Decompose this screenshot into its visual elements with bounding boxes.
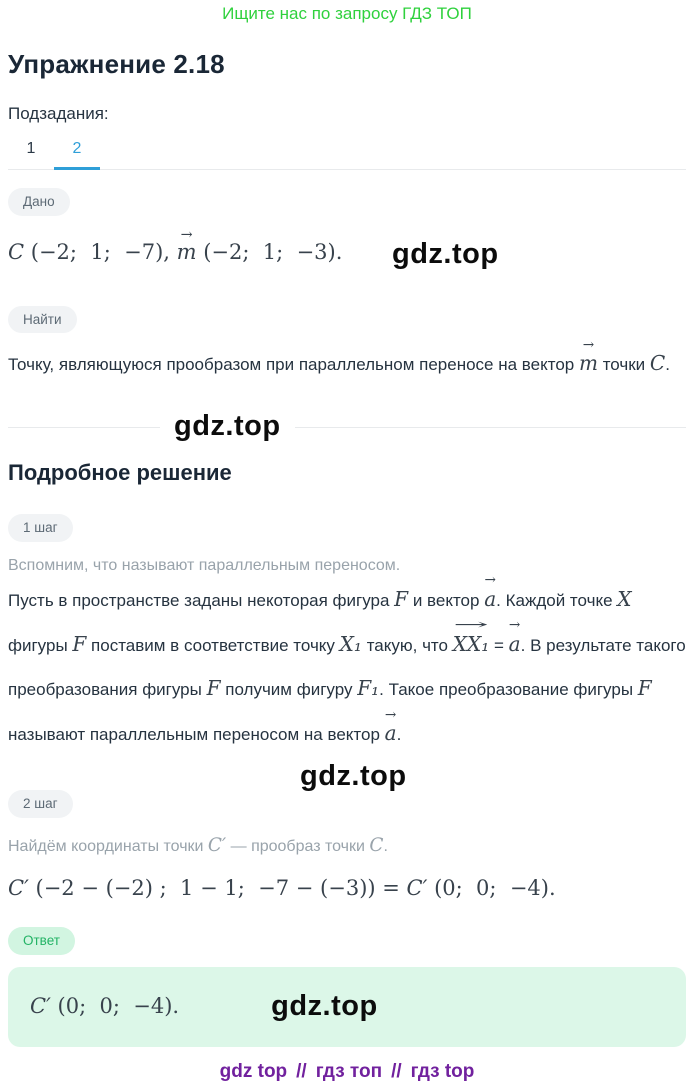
section-divider [8, 410, 686, 446]
step-1-badge: 1 шаг [8, 514, 73, 542]
answer-badge: Ответ [8, 927, 75, 955]
watermark-gdz-top: gdz.top [271, 990, 378, 1023]
answer-math: C′ (0; 0; −4). [30, 994, 180, 1019]
tab-subtask-1[interactable]: 1 [26, 140, 36, 157]
given-section [8, 188, 686, 282]
find-badge: Найти [8, 306, 77, 334]
solution-step-1 [8, 514, 686, 756]
given-badge: Дано [8, 188, 70, 216]
answer-box [8, 967, 686, 1047]
find-section [8, 306, 686, 386]
footer-link-gdz-top-1[interactable]: gdz top [219, 1060, 288, 1082]
watermark-gdz-top: gdz.top [160, 410, 295, 443]
step-2-note: Найдём координаты точки C′ — прообраз точки C. [8, 835, 388, 857]
subtasks-label: Подзадания: [8, 104, 109, 123]
step-2-badge: 2 шаг [8, 790, 73, 818]
promo-link[interactable]: Ищите нас по запросу ГДЗ ТОП [222, 4, 472, 23]
answer-section [8, 927, 686, 1047]
find-text: Точку, являющуюся прообразом при параллельном переносе на вектор m → точки C. [8, 336, 670, 376]
step-2-math: C′ (−2 − (−2) ; 1 − 1; −7 − (−3)) = C′ (0; 0; −4). [8, 876, 556, 901]
footer-links [8, 1061, 686, 1083]
given-math: C (−2; 1; −7), m → (−2; 1; −3). [8, 227, 343, 264]
page [0, 4, 694, 1083]
tab-subtask-2[interactable]: 2 [54, 136, 100, 170]
subtask-tabs [8, 136, 686, 170]
footer-separator: // [391, 1060, 402, 1082]
solution-step-2 [8, 835, 686, 901]
step-1-note: Вспомним, что называют параллельным переносом. [8, 556, 401, 574]
watermark-gdz-top: gdz.top [392, 237, 499, 270]
page-title: Упражнение 2.18 [8, 49, 225, 79]
solution-heading: Подробное решение [8, 460, 232, 486]
given-row [8, 227, 686, 282]
solution-step-2-header [8, 760, 686, 820]
footer-separator: // [296, 1060, 307, 1082]
footer-link-gdz-top-2[interactable]: гдз топ [315, 1060, 383, 1082]
watermark-gdz-top: gdz.top [300, 760, 407, 793]
footer-link-gdz-top-3[interactable]: гдз top [410, 1060, 475, 1082]
step-1-body: Пусть в пространстве заданы некоторая фигура F и вектор a → . Каждой точке X фигуры F поставим в соответствие точку X₁ такую, что XX₁ → = a → . В результате такого преобразования фигуры F получим фигуру F₁. Такое преобразование фигуры F называют параллельным переносом на вектор a → . [8, 571, 686, 746]
